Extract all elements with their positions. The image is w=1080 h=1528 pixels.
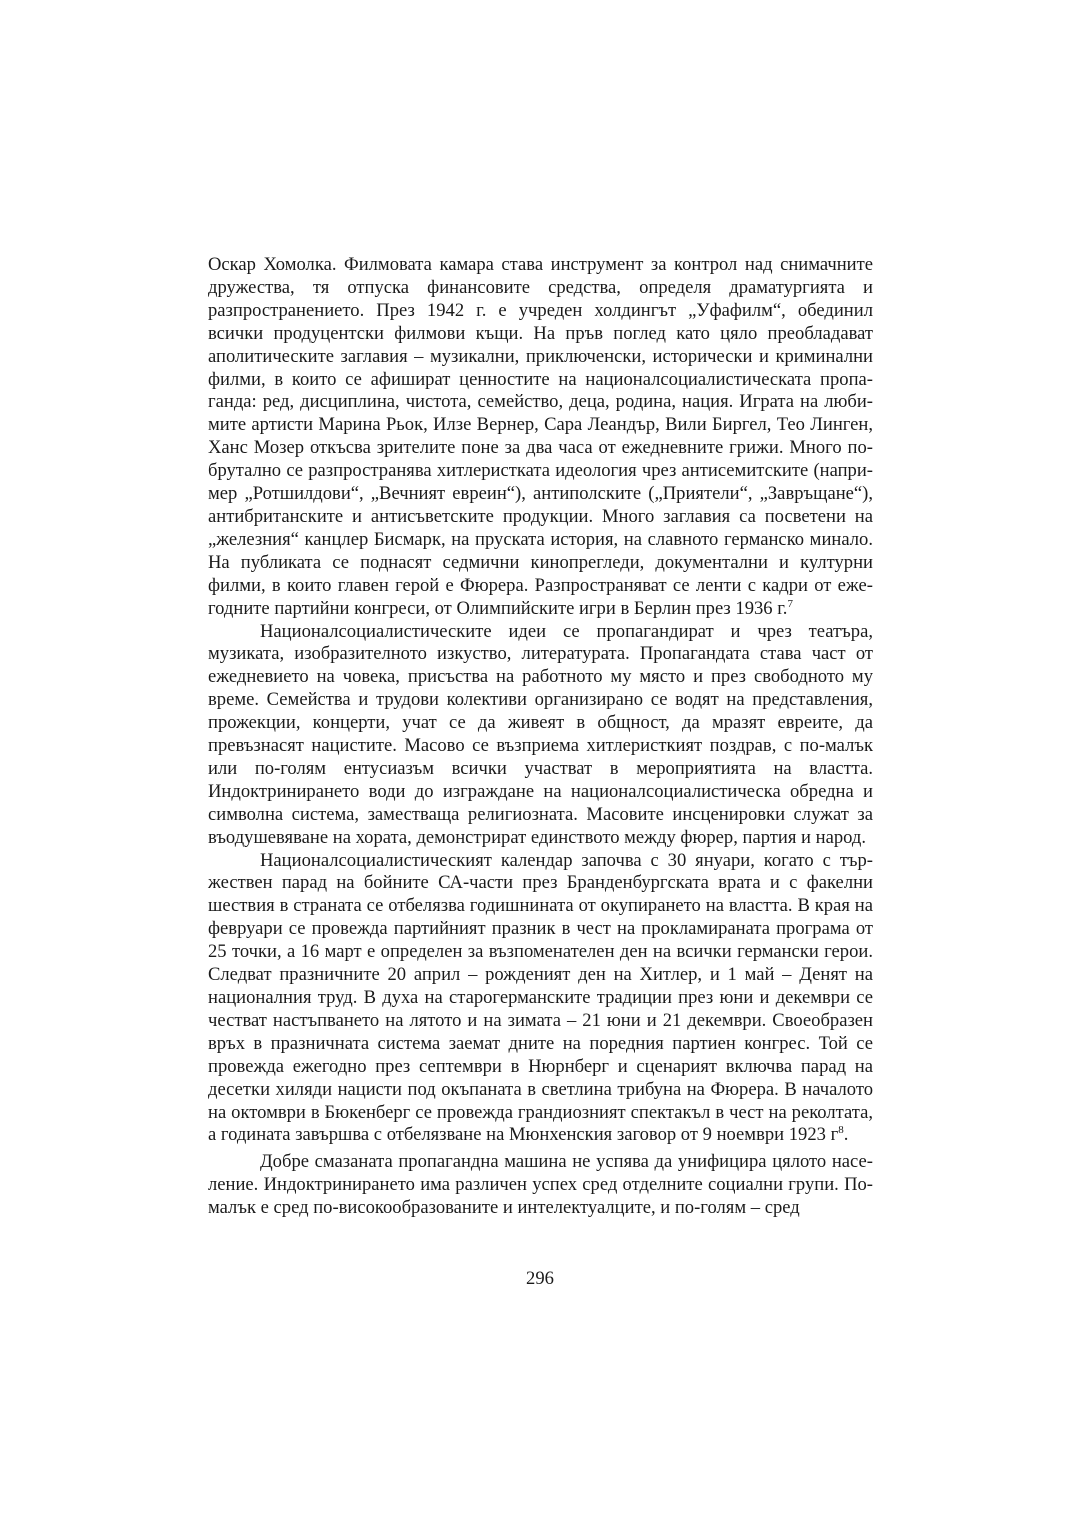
paragraph-4: [208, 1151, 873, 1220]
paragraph-4-text: Добре смазаната пропагандна машина не успява да унифицира цялото население. Индоктринирането има различен успех сред отделните социални групи. По-малък е сред по-високообразованите и интелектуалците, и по-голям – сред: [208, 1151, 873, 1219]
footnote-marker-8: 8: [838, 1124, 844, 1137]
paragraph-2-text: Националсоциалистическите идеи се пропагандират и чрез театъра, музиката, изобразителното изкуство, литературата. Пропагандата става част от ежедневието на човека, присъства на работното му място и през свободното му време. Семейства и трудови колективи организирано се водят на представления, прожекции, концерти, учат се да живеят в общност, да мразят евреите, да превъзнасят нацистите. Масово се възприема хитлеристкият поздрав, с по-малък или по-голям ентусиазъм всички участват в мероприятията на властта. Индоктринирането води до изграждане на националсоциалистическа обредна и символна система, заместваща религиозната. Масовите инсценировки служат за въодушевяване на хората, демонстрират единството между фюрер, партия и народ.: [208, 620, 873, 848]
paragraph-3-trailing: .: [843, 1124, 849, 1146]
paragraph-1-text: Оскар Хомолка. Филмовата камара става инструмент за контрол над снимачните дружества, тя отпуска финансовите средства, определя драматургията и разпространението. През 1942 г. е учреден холдингът „Уфафилм“, обединил всички продуцентски филмови къщи. На пръв поглед като цяло преобладават аполитическите заглавия – музикални, приключенски, исторически и криминални филми, в които се афишират ценностите на националсоциалистическата пропаганда: ред, дисциплина, чистота, семейство, деца, родина, нация. Играта на любимите артисти Марина Рьок, Илзе Вернер, Сара Леандър, Вили Биргел, Тео Линген, Ханс Мозер откъсва зрителите поне за два часа от ежедневните грижи. Много побрутално се разпространява хитлеристката идеология чрез антисемитските (например „Ротшилдови“, „Вечният евреин“), антиполските („Приятели“, „Завръщане“), антибританските и антисъветските продукции. Много заглавия са посветени на „железния“ канцлер Бисмарк, на пруската история, на славното германско минало. На публиката се поднасят седмични кинопрегледи, документални и културни филми, в които главен герой е Фюрера. Разпространяват се ленти с кадри от ежегодните партийни конгреси, от Олимпийските игри в Берлин през 1936 г.: [208, 254, 873, 619]
paragraph-1: [208, 254, 873, 621]
footnote-marker-7: 7: [787, 597, 793, 610]
page-number: 296: [526, 1268, 554, 1289]
paragraph-3-text: Националсоциалистическият календар започва с 30 януари, когато с тържествен парад на бойните СА-части през Бранденбургската врата и с факелни шествия в страната се отбелязва годишнината от окупирането на властта. В края на февруари се провежда партийният празник в чест на прокламираната програма от 25 точки, а 16 март е определен за възпоменателен ден на всички германски герои. Следват празничните 20 април – рожденият ден на Хитлер, и 1 май – Денят на националния труд. В духа на старогерманските традиции през юни и декември се честват настъпването на лятото и на зимата – 21 юни и 21 декември. Своеобразен връх в празничната система заемат дните на поредния партиен конгрес. Той се провежда ежегодно през септември в Нюрнберг и сценарият включва парад на десетки хиляди нацисти под окъпаната в светлина трибуна на Фюрера. В началото на октомври в Бюкенберг се провежда грандиозният спектакъл в чест на реколтата, а годината завършва с отбелязване на Мюнхенския заговор от 9 ноември 1923 г: [208, 849, 873, 1146]
body-text: [208, 254, 873, 1220]
paragraph-2: [208, 621, 873, 850]
paragraph-3: [208, 850, 873, 1148]
